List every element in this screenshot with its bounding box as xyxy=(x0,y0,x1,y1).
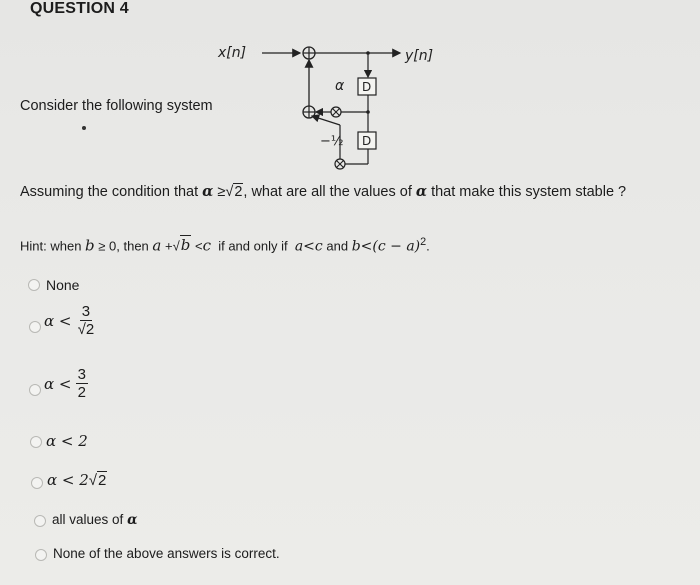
hint-lt: < xyxy=(194,238,203,254)
hint-plus: + xyxy=(165,238,173,254)
delay-label-2: D xyxy=(362,134,372,148)
option-radio-3[interactable] xyxy=(30,436,42,448)
option-4-sqrt: 2 xyxy=(98,472,107,489)
option-2-prefix: α < xyxy=(44,374,72,393)
hint-sup: 2 xyxy=(420,236,427,248)
coef-label: −½ xyxy=(320,134,344,149)
hint-geq0: ≥ 0, then xyxy=(98,238,149,254)
question-title: QUESTION 4 xyxy=(30,0,129,17)
delay-label-1: D xyxy=(362,80,372,94)
hint-b: b xyxy=(85,236,95,255)
question-prompt: Consider the following system xyxy=(20,98,213,114)
option-4-text: α < 2 xyxy=(47,471,89,489)
option-label-3[interactable]: α < 2 xyxy=(46,432,88,450)
option-5-alpha: α xyxy=(127,512,138,528)
output-label: y[n] xyxy=(405,48,434,64)
option-2-den: 2 xyxy=(77,384,86,401)
option-1-prefix: α < xyxy=(44,311,72,330)
option-radio-0[interactable] xyxy=(28,279,40,291)
option-2-num: 3 xyxy=(77,366,86,383)
option-label-0[interactable]: None xyxy=(46,277,80,293)
option-radio-1[interactable] xyxy=(29,321,41,333)
hint-prefix: Hint: when xyxy=(20,238,82,254)
option-label-6[interactable]: None of the above answers is correct. xyxy=(53,546,280,561)
condition-text-1: Assuming the condition that xyxy=(20,184,199,200)
geq-symbol: ≥ xyxy=(217,184,226,200)
hint-cond-a: a<c xyxy=(294,238,323,255)
option-label-2[interactable] xyxy=(44,366,88,401)
question-condition: Assuming the condition that α ≥√2, what are all the values of α that make this system stable ? xyxy=(20,183,627,200)
hint-text: Hint: when b ≥ 0, then a +√b <c if and only if a<c and $b<(c - a)^2$. xyxy=(20,236,430,255)
condition-text-2: , what are all the values of xyxy=(243,184,412,200)
option-label-1[interactable] xyxy=(44,303,96,338)
bullet-dot xyxy=(82,126,86,130)
option-radio-2[interactable] xyxy=(29,384,41,396)
option-radio-6[interactable] xyxy=(35,549,47,561)
hint-cond-b: b<(c − a) xyxy=(351,238,421,255)
block-diagram xyxy=(200,30,470,180)
alpha-symbol-2: α xyxy=(415,183,428,200)
option-5-text: all values of xyxy=(52,512,124,527)
sqrt-2: 2 xyxy=(234,184,243,200)
option-2-fraction xyxy=(76,366,88,401)
option-radio-5[interactable] xyxy=(34,515,46,527)
option-label-5[interactable] xyxy=(52,512,137,528)
input-label: x[n] xyxy=(218,45,247,61)
hint-c: c xyxy=(202,236,211,255)
hint-a: a xyxy=(152,236,162,255)
option-1-fraction xyxy=(76,303,97,338)
option-1-num: 3 xyxy=(81,303,91,320)
hint-end: . xyxy=(426,238,430,254)
option-label-4[interactable]: α < 2√2 xyxy=(47,471,107,489)
hint-and: and xyxy=(326,238,349,254)
hint-sqrt-b: b xyxy=(180,236,191,255)
alpha-symbol: α xyxy=(202,183,214,200)
hint-iff: if and only if xyxy=(218,238,288,254)
condition-text-3: that make this system stable ? xyxy=(431,184,627,200)
option-1-den: √2 xyxy=(77,321,95,338)
option-radio-4[interactable] xyxy=(31,477,43,489)
alpha-label: α xyxy=(335,78,345,94)
